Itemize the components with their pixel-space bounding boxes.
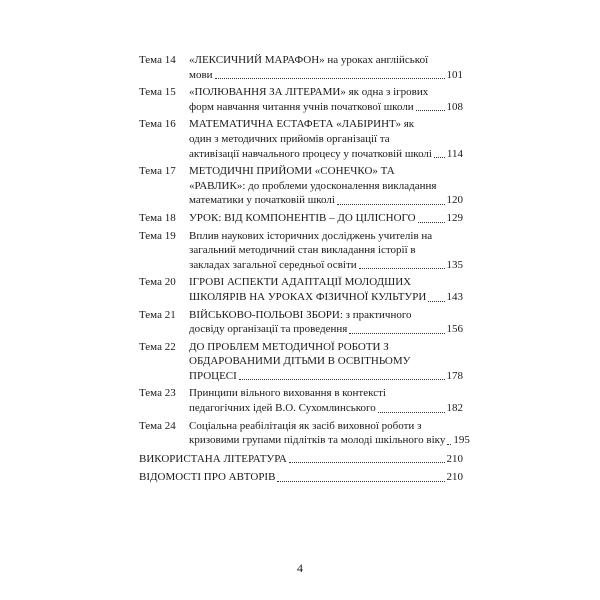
toc-entry-line: один з методичних прийомів організації та xyxy=(189,132,390,145)
toc-entry xyxy=(139,419,470,448)
toc-entry-page: 182 xyxy=(446,402,463,415)
toc-entry-line xyxy=(189,290,463,305)
toc-entry xyxy=(139,211,463,226)
toc-entry-title xyxy=(189,308,463,337)
toc-section-title xyxy=(139,452,463,467)
toc-entry xyxy=(139,229,463,273)
toc-entry-label: Тема 15 xyxy=(139,86,176,99)
toc-entry-line xyxy=(189,68,463,83)
toc-entry-line: МАТЕМАТИЧНА ЕСТАФЕТА «ЛАБІРИНТ» як xyxy=(189,118,415,131)
toc-entry-title xyxy=(189,340,463,384)
toc-entry-page: 114 xyxy=(446,147,463,160)
toc-entry-line-text: кризовими групами підлітків та молоді шкільного віку xyxy=(189,434,446,447)
toc-entry-label: Тема 18 xyxy=(139,211,176,224)
toc-entry-line-text: мови xyxy=(189,68,213,81)
toc-entry-line xyxy=(189,322,463,337)
toc-entry-line: Соціальна реабілітація як засіб виховної роботи з xyxy=(189,419,422,432)
toc-entry-line-text: досвіду організації та проведення xyxy=(189,323,348,336)
toc-entry xyxy=(139,308,463,337)
toc-entry xyxy=(139,53,463,82)
toc-entry-label: Тема 21 xyxy=(139,308,176,321)
toc-section-line xyxy=(139,470,463,485)
toc-section-entry xyxy=(139,452,463,467)
toc-entry-page: 129 xyxy=(446,211,463,224)
toc-entry-label: Тема 17 xyxy=(139,165,176,178)
toc-entry-label: Тема 16 xyxy=(139,118,176,131)
toc-entry-label: Тема 23 xyxy=(139,387,176,400)
toc-entry-line xyxy=(189,369,463,384)
toc-section-text: ВИКОРИСТАНА ЛІТЕРАТУРА xyxy=(139,452,287,465)
toc-entry-title xyxy=(189,85,463,114)
dot-leader xyxy=(418,222,445,223)
toc-entry-line-text: ШКОЛЯРІВ НА УРОКАХ ФІЗИЧНОЇ КУЛЬТУРИ xyxy=(189,290,427,303)
toc-entry-line: ОБДАРОВАНИМИ ДІТЬМИ В ОСВІТНЬОМУ xyxy=(189,355,411,368)
toc-entry-line-text: ПРОЦЕСІ xyxy=(189,369,237,382)
toc-section-line xyxy=(139,452,463,467)
toc-entry-line xyxy=(189,100,463,115)
toc-entry-title xyxy=(189,211,463,226)
toc-entry-line: ДО ПРОБЛЕМ МЕТОДИЧНОЇ РОБОТИ З xyxy=(189,340,389,353)
toc-entry-title xyxy=(189,229,463,273)
toc-entry-line: ІГРОВІ АСПЕКТИ АДАПТАЦІЇ МОЛОДШИХ xyxy=(189,276,412,289)
toc-entry-line-text: УРОК: ВІД КОМПОНЕНТІВ – ДО ЦІЛІСНОГО xyxy=(189,211,416,224)
toc-entry-page: 143 xyxy=(446,290,463,303)
dot-leader xyxy=(434,157,445,158)
toc-entry-line-text: педагогічних ідей В.О. Сухомлинського xyxy=(189,402,376,415)
toc-entry xyxy=(139,275,463,304)
toc-entry-page: 120 xyxy=(446,194,463,207)
toc-entry-line: ВІЙСЬКОВО-ПОЛЬОВІ ЗБОРИ: з практичного xyxy=(189,308,412,321)
toc-entry-title xyxy=(189,117,463,161)
toc-section-page: 210 xyxy=(446,471,463,484)
dot-leader xyxy=(447,444,451,445)
toc-entry-line-text: активізації навчального процесу у початковій школі xyxy=(189,147,432,160)
toc-entry-line: загальний методичний стан викладання історії в xyxy=(189,244,416,257)
toc-entry-line: «ЛЕКСИЧНИЙ МАРАФОН» на уроках англійської xyxy=(189,54,429,66)
table-of-contents xyxy=(139,53,470,485)
dot-leader xyxy=(428,301,444,302)
toc-entry-line xyxy=(189,433,470,448)
toc-section-text: ВІДОМОСТІ ПРО АВТОРІВ xyxy=(139,471,276,484)
dot-leader xyxy=(289,462,445,463)
toc-entry-line xyxy=(189,401,463,416)
toc-entry xyxy=(139,117,463,161)
toc-entry-line xyxy=(189,147,463,162)
toc-entry-label: Тема 22 xyxy=(139,340,176,353)
toc-entry xyxy=(139,85,463,114)
toc-entry xyxy=(139,386,463,415)
toc-entry-line xyxy=(189,258,463,273)
toc-entry-title xyxy=(189,275,463,304)
toc-section-page: 210 xyxy=(446,452,463,465)
toc-entry-title xyxy=(189,53,463,82)
dot-leader xyxy=(359,268,445,269)
toc-section-title xyxy=(139,470,463,485)
toc-entry-page: 156 xyxy=(446,323,463,336)
toc-entry-line: Вплив наукових історичних досліджень учителів на xyxy=(189,229,433,242)
toc-entry-line: Принципи вільного виховання в контексті xyxy=(189,387,386,400)
toc-entry-line-text: форм навчання читання учнів початкової школи xyxy=(189,100,414,113)
dot-leader xyxy=(378,412,445,413)
toc-entry-label: Тема 24 xyxy=(139,419,176,432)
toc-entry-page: 108 xyxy=(446,100,463,113)
toc-entry-page: 101 xyxy=(446,68,463,81)
toc-entry-title xyxy=(189,164,463,208)
toc-entry-line: «РАВЛИК»: до проблеми удосконалення викладання xyxy=(189,179,437,192)
toc-entry-line-text: закладах загальної середньої освіти xyxy=(189,258,357,271)
dot-leader xyxy=(416,110,445,111)
toc-entry-line xyxy=(189,211,463,226)
dot-leader xyxy=(215,78,445,79)
toc-entry xyxy=(139,164,463,208)
dot-leader xyxy=(277,481,444,482)
toc-entry-line: МЕТОДИЧНІ ПРИЙОМИ «СОНЕЧКО» ТА xyxy=(189,165,395,178)
dot-leader xyxy=(337,204,445,205)
toc-entry-page: 135 xyxy=(446,258,463,271)
toc-entry-label: Тема 14 xyxy=(139,54,176,66)
toc-section-entry xyxy=(139,470,463,485)
dot-leader xyxy=(349,333,444,334)
page-number: 4 xyxy=(297,561,303,575)
toc-entry-line: «ПОЛЮВАННЯ ЗА ЛІТЕРАМИ» як одна з ігрових xyxy=(189,86,429,99)
toc-entry-label: Тема 19 xyxy=(139,229,176,242)
toc-entry-title xyxy=(189,386,463,415)
toc-entry-line-text: математики у початковій школі xyxy=(189,194,335,207)
toc-entry-page: 178 xyxy=(446,369,463,382)
toc-entry xyxy=(139,340,463,384)
toc-entry-label: Тема 20 xyxy=(139,276,176,289)
toc-entry-line xyxy=(189,193,463,208)
dot-leader xyxy=(239,379,445,380)
toc-entry-page: 195 xyxy=(453,434,470,447)
toc-entry-title xyxy=(189,419,470,448)
